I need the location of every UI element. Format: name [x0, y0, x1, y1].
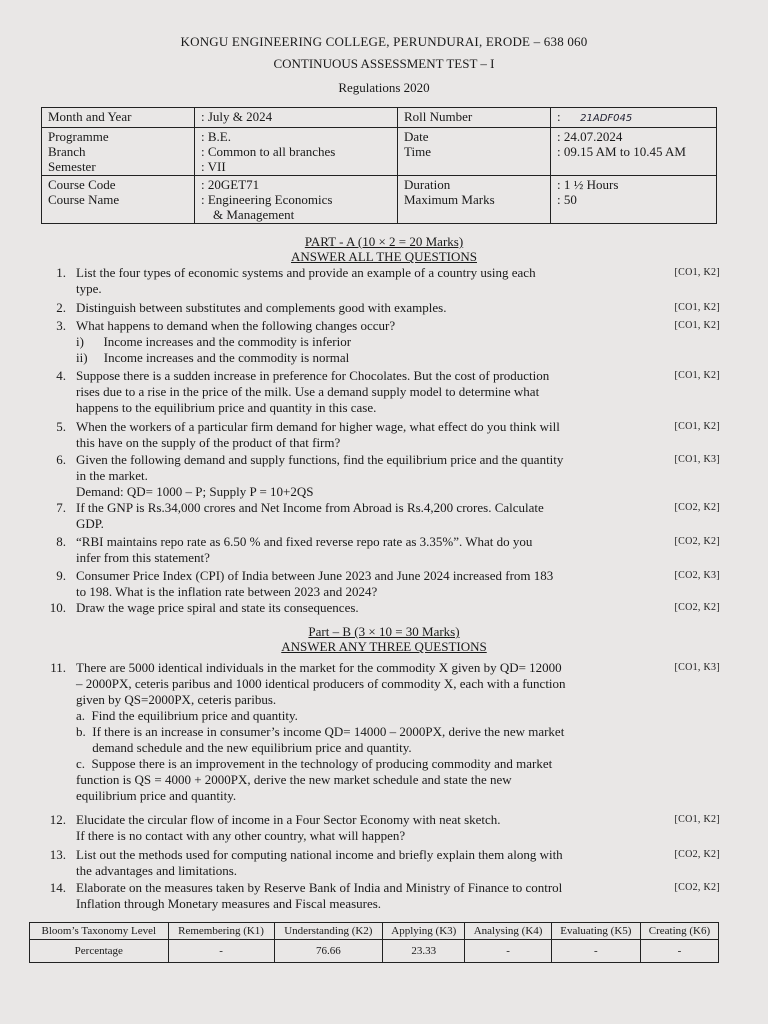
date-value: : 24.07.2024 [557, 129, 623, 144]
bloom-header-cell: Evaluating (K5) [551, 923, 640, 940]
max-marks-label: Maximum Marks [404, 192, 495, 207]
branch-value: : Common to all branches [201, 144, 336, 159]
question-line: List out the methods used for computing national income and briefly explain them along with [76, 847, 563, 862]
exam-details-table [41, 107, 717, 224]
question-line: Elucidate the circular flow of income in a Four Sector Economy with neat sketch. [76, 812, 501, 827]
question-text [76, 300, 646, 316]
question-number: 10. [49, 600, 66, 615]
bloom-value-cell: - [465, 940, 551, 963]
question-number: 1. [56, 265, 66, 280]
course-outcome-tag: [CO2, K2] [674, 849, 720, 860]
question-line: – 2000PX, ceteris paribus and 1000 identical producers of commodity X, each with a function [76, 676, 566, 691]
course-outcome-tag: [CO2, K2] [674, 536, 720, 547]
date-time-labels [398, 128, 551, 176]
course-outcome-tag: [CO1, K2] [674, 302, 720, 313]
roll-colon: : [557, 109, 561, 124]
bloom-value-cell: - [640, 940, 718, 963]
question-line: c. Suppose there is an improvement in the technology of producing commodity and market [76, 756, 553, 771]
question-text [76, 419, 646, 451]
college-name: KONGU ENGINEERING COLLEGE, PERUNDURAI, ERODE – 638 060 [180, 34, 588, 49]
question-text [76, 600, 646, 616]
month-label: Month and Year [42, 108, 195, 128]
course-outcome-tag: [CO2, K2] [674, 502, 720, 513]
question-text [76, 534, 646, 566]
question-text [76, 847, 646, 879]
question-text [76, 318, 646, 366]
question-number: 14. [49, 880, 66, 895]
question-line: a. Find the equilibrium price and quantity. [76, 708, 298, 723]
month-value: : July & 2024 [195, 108, 398, 128]
question-line: When the workers of a particular firm demand for higher wage, what effect do you think will [76, 419, 560, 434]
question-number: 13. [49, 847, 66, 862]
question-line: to 198. What is the inflation rate between 2023 and 2024? [76, 584, 378, 599]
max-marks-value: : 50 [557, 192, 577, 207]
question-line: the advantages and limitations. [76, 863, 238, 878]
course-code-value: : 20GET71 [201, 177, 260, 192]
question-line: given by QS=2000PX, ceteris paribus. [76, 692, 277, 707]
bloom-header-cell: Creating (K6) [640, 923, 718, 940]
question-line: If the GNP is Rs.34,000 crores and Net Income from Abroad is Rs.4,200 crores. Calculate [76, 500, 544, 515]
question-line: ii) Income increases and the commodity is normal [76, 350, 350, 365]
question-line: b. If there is an increase in consumer’s income QD= 14000 – 2000PX, derive the new market [76, 724, 565, 739]
question-number: 11. [50, 660, 66, 675]
question-line: List the four types of economic systems and provide an example of a country using each [76, 265, 536, 280]
course-outcome-tag: [CO1, K3] [674, 454, 720, 465]
bloom-percentage-row [30, 940, 719, 963]
question-line: equilibrium price and quantity. [76, 788, 237, 803]
question-text [76, 368, 646, 416]
question-line: type. [76, 281, 102, 296]
question-number: 6. [56, 452, 66, 467]
course-outcome-tag: [CO1, K3] [674, 662, 720, 673]
part-a-title: PART - A (10 × 2 = 20 Marks) [304, 234, 464, 249]
part-b-instruction: ANSWER ANY THREE QUESTIONS [281, 639, 487, 654]
branch-label: Branch [48, 144, 86, 159]
course-outcome-tag: [CO1, K2] [674, 814, 720, 825]
question-text [76, 568, 646, 600]
programme-label: Programme [48, 129, 109, 144]
semester-value: : VII [201, 159, 226, 174]
semester-label: Semester [48, 159, 96, 174]
question-number: 5. [56, 419, 66, 434]
part-b-title: Part – B (3 × 10 = 30 Marks) [308, 624, 460, 639]
bloom-header-cell: Remembering (K1) [168, 923, 274, 940]
roll-value-cell [551, 108, 717, 128]
course-outcome-tag: [CO2, K3] [674, 570, 720, 581]
time-label: Time [404, 144, 431, 159]
duration-marks-values [551, 176, 717, 224]
question-line: function is QS = 4000 + 2000PX, derive the new market schedule and state the new [76, 772, 512, 787]
question-number: 7. [56, 500, 66, 515]
course-name-value-cont: & Management [213, 207, 295, 222]
question-line: Consumer Price Index (CPI) of India between June 2023 and June 2024 increased from 183 [76, 568, 554, 583]
question-text [76, 880, 646, 912]
date-label: Date [404, 129, 429, 144]
programme-branch-semester-values [195, 128, 398, 176]
course-name-label: Course Name [48, 192, 120, 207]
test-title: CONTINUOUS ASSESSMENT TEST – I [273, 56, 495, 71]
question-number: 4. [56, 368, 66, 383]
question-line: happens to the equilibrium price and quantity in this case. [76, 400, 377, 415]
question-line: Suppose there is a sudden increase in preference for Chocolates. But the cost of production [76, 368, 550, 383]
question-line: demand schedule and the new equilibrium price and quantity. [76, 740, 412, 755]
bloom-header-cell: Analysing (K4) [465, 923, 551, 940]
duration-marks-labels [398, 176, 551, 224]
course-code-label: Course Code [48, 177, 116, 192]
question-line: GDP. [76, 516, 104, 531]
question-line: What happens to demand when the following changes occur? [76, 318, 396, 333]
course-labels [42, 176, 195, 224]
question-line: this have on the supply of the product of that firm? [76, 435, 341, 450]
question-line: Elaborate on the measures taken by Reserve Bank of India and Ministry of Finance to control [76, 880, 563, 895]
question-line: If there is no contact with any other country, what will happen? [76, 828, 406, 843]
blooms-taxonomy-table [29, 922, 719, 963]
bloom-header-cell: Understanding (K2) [274, 923, 383, 940]
question-line: i) Income increases and the commodity is inferior [76, 334, 352, 349]
programme-branch-semester-labels [42, 128, 195, 176]
time-value: : 09.15 AM to 10.45 AM [557, 144, 686, 159]
question-text [76, 265, 646, 297]
question-line: Inflation through Monetary measures and Fiscal measures. [76, 896, 382, 911]
duration-label: Duration [404, 177, 451, 192]
course-values [195, 176, 398, 224]
duration-value: : 1 ½ Hours [557, 177, 619, 192]
programme-value: : B.E. [201, 129, 231, 144]
question-number: 12. [49, 812, 66, 827]
question-line: Distinguish between substitutes and complements good with examples. [76, 300, 447, 315]
question-line: infer from this statement? [76, 550, 210, 565]
bloom-header-cell: Bloom’s Taxonomy Level [30, 923, 169, 940]
course-outcome-tag: [CO1, K2] [674, 421, 720, 432]
bloom-value-cell: 76.66 [274, 940, 383, 963]
course-outcome-tag: [CO1, K2] [674, 267, 720, 278]
question-number: 9. [56, 568, 66, 583]
bloom-value-cell: - [168, 940, 274, 963]
question-text [76, 500, 646, 532]
bloom-header-row [30, 923, 719, 940]
course-outcome-tag: [CO1, K2] [674, 370, 720, 381]
bloom-header-cell: Applying (K3) [383, 923, 465, 940]
question-line: Given the following demand and supply functions, find the equilibrium price and the quantity [76, 452, 564, 467]
part-a-instruction: ANSWER ALL THE QUESTIONS [291, 249, 477, 264]
question-line: rises due to a rise in the price of the milk. Use a demand supply model to determine what [76, 384, 540, 399]
question-line: in the market. [76, 468, 148, 483]
date-time-values [551, 128, 717, 176]
bloom-value-cell: Percentage [30, 940, 169, 963]
question-text [76, 452, 646, 500]
course-outcome-tag: [CO2, K2] [674, 602, 720, 613]
question-line: Draw the wage price spiral and state its consequences. [76, 600, 359, 615]
question-line: “RBI maintains repo rate as 6.50 % and fixed reverse repo rate as 3.35%”. What do you [76, 534, 533, 549]
bloom-value-cell: - [551, 940, 640, 963]
question-text [76, 812, 646, 844]
roll-label: Roll Number [398, 108, 551, 128]
roll-number-handwritten: 21ADF045 [580, 113, 633, 124]
question-line: Demand: QD= 1000 – P; Supply P = 10+2QS [76, 484, 314, 499]
question-number: 3. [56, 318, 66, 333]
question-line: There are 5000 identical individuals in the market for the commodity X given by QD= 12000 [76, 660, 562, 675]
bloom-value-cell: 23.33 [383, 940, 465, 963]
regulations: Regulations 2020 [338, 80, 430, 95]
question-text [76, 660, 646, 804]
course-outcome-tag: [CO1, K2] [674, 320, 720, 331]
question-number: 2. [56, 300, 66, 315]
course-name-value: : Engineering Economics [201, 192, 333, 207]
course-outcome-tag: [CO2, K2] [674, 882, 720, 893]
question-number: 8. [56, 534, 66, 549]
